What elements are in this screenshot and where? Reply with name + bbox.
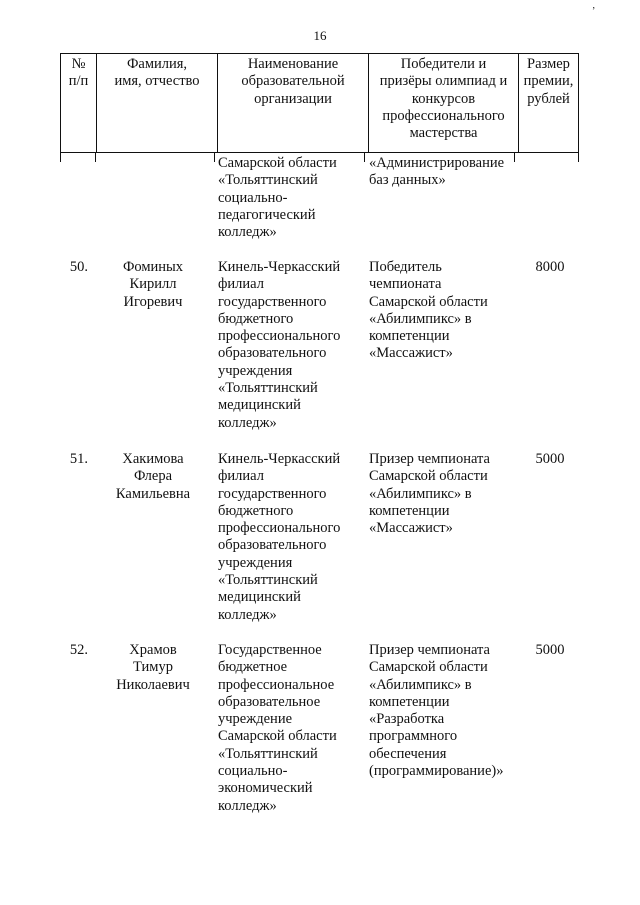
row-52-num: 52.	[69, 642, 88, 658]
row-52-organization: Государственное бюджетное профессиональное образовательное учреждение Самарской области «Тольяттинский социально- экономический колледж»	[218, 642, 337, 814]
column-divider	[364, 152, 365, 162]
column-divider	[514, 152, 515, 162]
table-header	[60, 53, 579, 153]
header-row	[61, 54, 579, 153]
row-51-award: Призер чемпионата Самарской области «Абилимпикс» в компетенции «Массажист»	[369, 451, 490, 537]
header-organization: Наименование образовательной организации	[218, 54, 369, 153]
row-52-name: Храмов Тимур Николаевич	[116, 642, 190, 693]
row-51-num: 51.	[69, 451, 88, 467]
row-50-num: 50.	[69, 259, 88, 275]
row-52-prize: 5000	[535, 642, 565, 658]
row-51-prize: 5000	[535, 451, 565, 467]
continuation-award: «Администрирование баз данных»	[369, 155, 505, 189]
column-divider	[95, 152, 96, 162]
row-51-organization: Кинель-Черкасский филиал государственного бюджетного профессионального образовательного учреждения «Тольяттинский медицинский колледж»	[218, 451, 341, 623]
header-num: № п/п	[61, 54, 97, 153]
row-50-name: Фоминых Кирилл Игоревич	[122, 259, 184, 310]
page-number: 16	[313, 28, 327, 43]
row-52-award: Призер чемпионата Самарской области «Абилимпикс» в компетенции «Разработка программного обеспечения (программирование)»	[369, 642, 504, 780]
column-divider	[60, 152, 61, 162]
header-prize: Размер премии, рублей	[519, 54, 579, 153]
header-award: Победители и призёры олимпиад и конкурсов профессионального мастерства	[369, 54, 519, 153]
continuation-organization: Самарской области «Тольяттинский социально- педагогический колледж»	[218, 155, 337, 241]
row-51-name: Хакимова Флера Камильевна	[115, 451, 191, 502]
header-name: Фамилия, имя, отчество	[97, 54, 218, 153]
corner-mark: ʼ	[592, 6, 596, 17]
row-50-award: Победитель чемпионата Самарской области «Абилимпикс» в компетенции «Массажист»	[369, 259, 488, 362]
row-50-organization: Кинель-Черкасский филиал государственного бюджетного профессионального образовательного учреждения «Тольяттинский медицинский колледж»	[218, 259, 341, 431]
column-divider	[214, 152, 215, 162]
row-50-prize: 8000	[535, 259, 565, 275]
column-divider	[578, 152, 579, 162]
